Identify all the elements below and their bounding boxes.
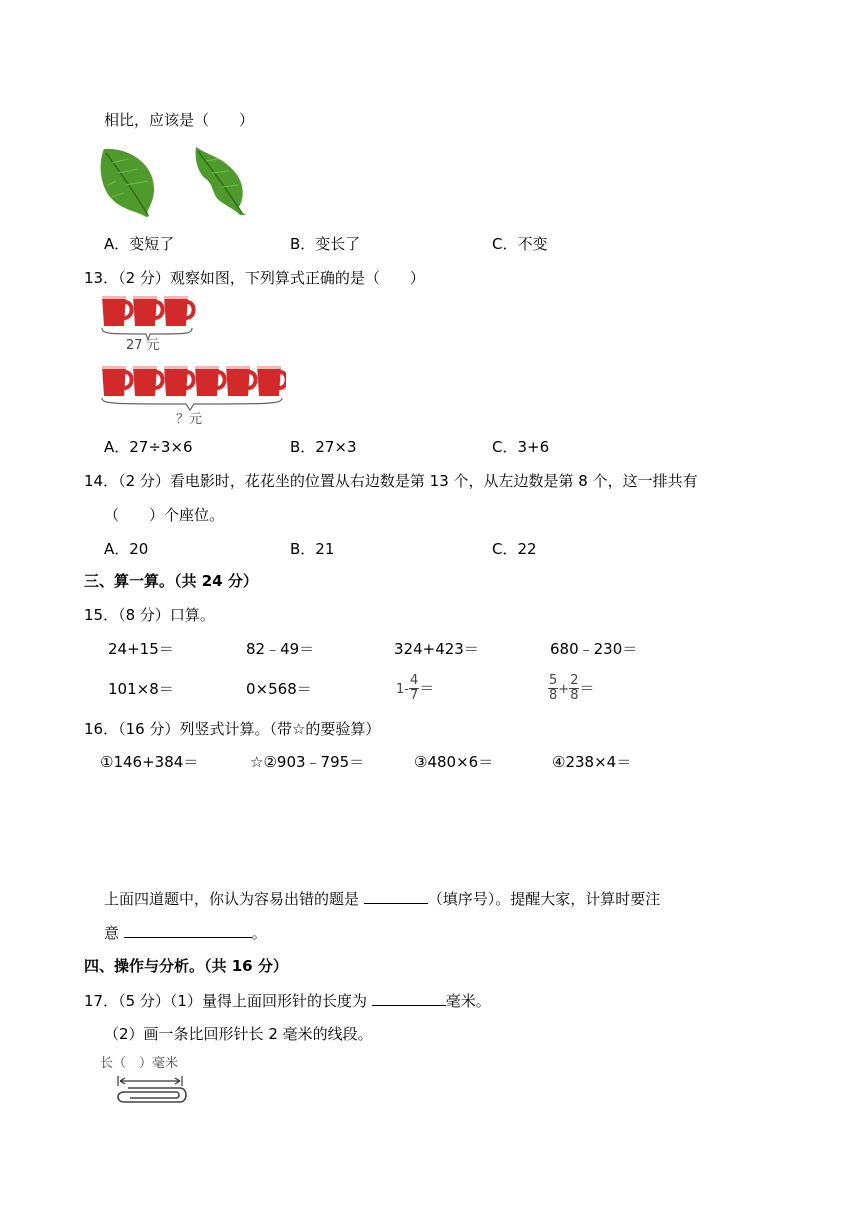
q13-option-c: C．3+6: [492, 438, 550, 456]
answer-blank[interactable]: [372, 990, 446, 1006]
leaf-curled-image: [190, 145, 248, 215]
section3-title: 三、算一算。（共 24 分）: [84, 572, 258, 590]
q14-stem-line2: （ ）个座位。: [104, 506, 225, 524]
q16-followup-line1: 上面四道题中，你认为容易出错的题是 （填序号）。提醒大家，计算时要注: [104, 890, 661, 908]
q15-item: 82﹣49＝: [246, 640, 315, 658]
answer-blank[interactable]: [124, 922, 252, 938]
q13-option-a: A．27÷3×6: [104, 438, 193, 456]
q14-option-c: C．22: [492, 540, 537, 558]
q14-stem-line1: 14．（2 分）看电影时，花花坐的位置从右边数是第 13 个，从左边数是第 8 个，这一排共有: [84, 472, 698, 490]
paperclip-label: 长（ ）毫米: [100, 1056, 179, 1071]
q16-followup-line2: 意 。: [104, 924, 267, 942]
q16-stem: 16．（16 分）列竖式计算。（带☆的要验算）: [84, 720, 381, 738]
leaf-full-image: [98, 145, 160, 217]
cup-row-bottom: [102, 366, 286, 396]
q16-item: ①146+384＝: [100, 753, 199, 771]
fraction: $\frac{5}{8}$: [549, 673, 558, 703]
q17-part2: （2）画一条比回形针长 2 毫米的线段。: [104, 1025, 373, 1043]
q16-item: ④238×4＝: [552, 753, 632, 771]
q15-item: 324+423＝: [394, 640, 479, 658]
q14-option-a: A．20: [104, 540, 149, 558]
q14-option-b: B．21: [290, 540, 335, 558]
section4-title: 四、操作与分析。（共 16 分）: [84, 957, 288, 975]
q16-item: ③480×6＝: [414, 753, 494, 771]
q15-fraction-item-1: 1- $\frac{4}{7}$ ＝: [396, 673, 435, 703]
q13-stem: 13．（2 分）观察如图，下列算式正确的是（ ）: [84, 269, 425, 287]
answer-blank[interactable]: [364, 888, 428, 904]
q15-item: 0×568＝: [246, 680, 312, 698]
q16-item: ☆②903﹣795＝: [250, 753, 365, 771]
q15-item: 101×8＝: [108, 680, 174, 698]
fraction: $\frac{4}{7}$: [409, 673, 419, 703]
cups-label-bottom: ？元: [176, 412, 203, 427]
q12-stem-tail: 相比，应该是（ ）: [104, 111, 255, 129]
q12-option-c: C．不变: [492, 235, 548, 253]
q17-stem: 17．（5 分）（1）量得上面回形针的长度为 毫米。: [84, 992, 491, 1010]
q15-fraction-item-2: $\frac{5}{8}$ + $\frac{2}{8}$ ＝: [549, 673, 595, 703]
q15-item: 680﹣230＝: [550, 640, 638, 658]
q12-option-b: B．变长了: [290, 235, 361, 253]
cups-label-top: 27 元: [126, 338, 160, 353]
q13-option-b: B．27×3: [290, 438, 357, 456]
q15-item: 24+15＝: [108, 640, 174, 658]
cup-row-top: [102, 296, 194, 326]
q15-stem: 15．（8 分）口算。: [84, 606, 215, 624]
q12-option-a: A．变短了: [104, 235, 175, 253]
paperclip-figure: [100, 1054, 202, 1110]
cups-figure: [100, 292, 286, 430]
paperclip-icon: [100, 1072, 202, 1110]
fraction: $\frac{2}{8}$: [570, 673, 579, 703]
